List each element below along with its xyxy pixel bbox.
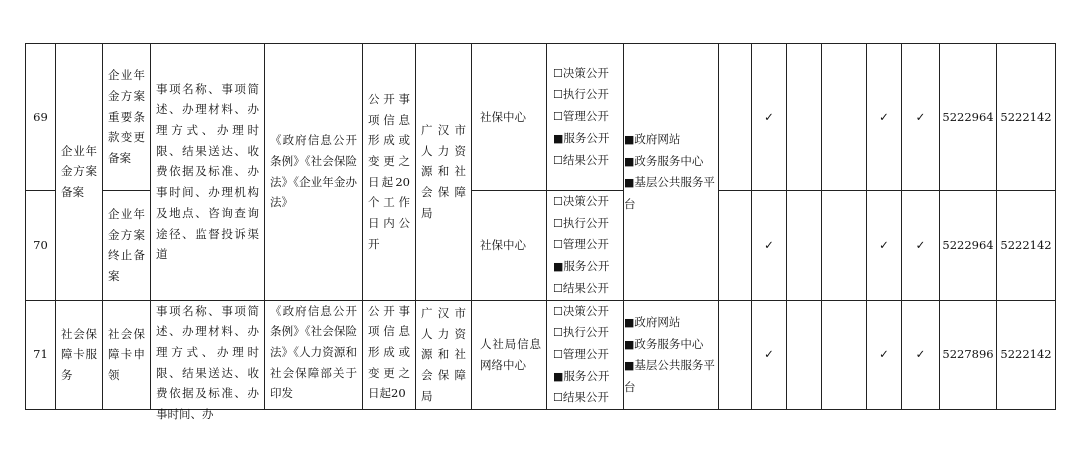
sub-item-cell: 企业年金方案重要条款变更备案 <box>103 44 151 191</box>
seq-cell: 71 <box>26 300 56 410</box>
channel-item: ■政府网站 <box>624 314 681 329</box>
disclosure-type-item: ☐管理公开 <box>553 237 609 252</box>
responsible-cell: 社保中心 <box>472 191 547 301</box>
table-row <box>26 44 1056 191</box>
empty-cell <box>822 44 867 191</box>
disclosure-type-item: ☐执行公开 <box>553 87 609 102</box>
seq-cell: 69 <box>26 44 56 191</box>
check-mark-icon: ✓ <box>867 44 902 191</box>
empty-cell <box>822 191 867 301</box>
disclosure-type-item: ☐结果公开 <box>553 280 609 295</box>
channel-item: ■基层公共服务平台 <box>624 175 715 211</box>
empty-cell <box>822 300 867 410</box>
check-mark-icon: ✓ <box>752 44 787 191</box>
disclosure-type-cell <box>547 44 624 191</box>
content-text: 事项名称、事项简述、办理材料、办理方式、办理时限、结果送达、收费依据及标准、办事时间、办 <box>156 303 259 422</box>
seq-cell: 70 <box>26 191 56 301</box>
disclosure-type-item: ☐结果公开 <box>553 152 609 167</box>
check-mark-icon: ✓ <box>902 300 940 410</box>
empty-cell <box>787 44 822 191</box>
check-mark-icon: ✓ <box>752 191 787 301</box>
disclosure-type-cell <box>547 300 624 410</box>
phone-cell: 5222964 <box>940 191 997 301</box>
disclosure-type-item: ☐管理公开 <box>553 346 609 361</box>
phone-cell: 5222142 <box>997 191 1056 301</box>
phone-cell: 5222964 <box>940 44 997 191</box>
disclosure-table <box>25 43 1056 422</box>
basis-cell <box>265 300 363 410</box>
subject-cell: 广汉市人力资源和社会保障局 <box>416 300 472 410</box>
table-row <box>26 300 1056 410</box>
time-limit-cell: 公开事项信息形成或变更之日起20个工作日内公开 <box>363 44 416 301</box>
disclosure-type-item: ☐执行公开 <box>553 215 609 230</box>
channel-cell <box>624 44 719 301</box>
time-limit-text: 公开事项信息形成或变更之日起20 <box>368 303 410 401</box>
basis-text: 《政府信息公开条例》《社会保险法》《人力资源和社会保障部关于印发 <box>270 303 357 401</box>
channel-item: ■政务服务中心 <box>624 336 704 351</box>
disclosure-type-item: ☐结果公开 <box>553 390 609 405</box>
content-cell <box>151 300 265 422</box>
check-mark-icon: ✓ <box>867 300 902 410</box>
subject-cell: 广汉市人力资源和社会保障局 <box>416 44 472 301</box>
phone-cell: 5222142 <box>997 300 1056 410</box>
sub-item-cell: 企业年金方案终止备案 <box>103 191 151 301</box>
channel-item: ■基层公共服务平台 <box>624 358 715 394</box>
sub-item-cell: 社会保障卡申领 <box>103 300 151 410</box>
responsible-cell: 社保中心 <box>472 44 547 191</box>
check-mark-icon: ✓ <box>752 300 787 410</box>
basis-cell: 《政府信息公开条例》《社会保险法》《企业年金办法》 <box>265 44 363 301</box>
responsible-cell: 人社局信息网络中心 <box>472 300 547 410</box>
check-mark-icon: ✓ <box>902 44 940 191</box>
check-mark-icon: ✓ <box>902 191 940 301</box>
disclosure-type-item: ☐决策公开 <box>553 194 609 208</box>
phone-cell: 5222142 <box>997 44 1056 191</box>
empty-cell <box>787 300 822 410</box>
disclosure-type-item: ☐管理公开 <box>553 109 609 124</box>
empty-cell <box>719 44 752 191</box>
disclosure-type-item: ☐决策公开 <box>553 65 609 80</box>
check-mark-icon: ✓ <box>867 191 902 301</box>
disclosure-type-cell <box>547 191 624 301</box>
disclosure-type-item: ■服务公开 <box>553 368 610 383</box>
empty-cell <box>787 191 822 301</box>
category-cell: 企业年金方案备案 <box>56 44 103 301</box>
disclosure-type-item: ☐决策公开 <box>553 303 609 318</box>
empty-cell <box>719 191 752 301</box>
phone-cell: 5227896 <box>940 300 997 410</box>
disclosure-type-item: ■服务公开 <box>553 130 610 145</box>
content-cell: 事项名称、事项简述、办理材料、办理方式、办理时限、结果送达、收费依据及标准、办事时间、办理机构及地点、咨询查询途径、监督投诉渠道 <box>151 44 265 301</box>
channel-item: ■政府网站 <box>624 131 681 146</box>
channel-item: ■政务服务中心 <box>624 153 704 168</box>
empty-cell <box>719 300 752 410</box>
disclosure-type-item: ■服务公开 <box>553 259 610 274</box>
time-limit-cell <box>363 300 416 410</box>
disclosure-type-item: ☐执行公开 <box>553 325 609 340</box>
channel-cell <box>624 300 719 410</box>
category-cell: 社会保障卡服务 <box>56 300 103 410</box>
